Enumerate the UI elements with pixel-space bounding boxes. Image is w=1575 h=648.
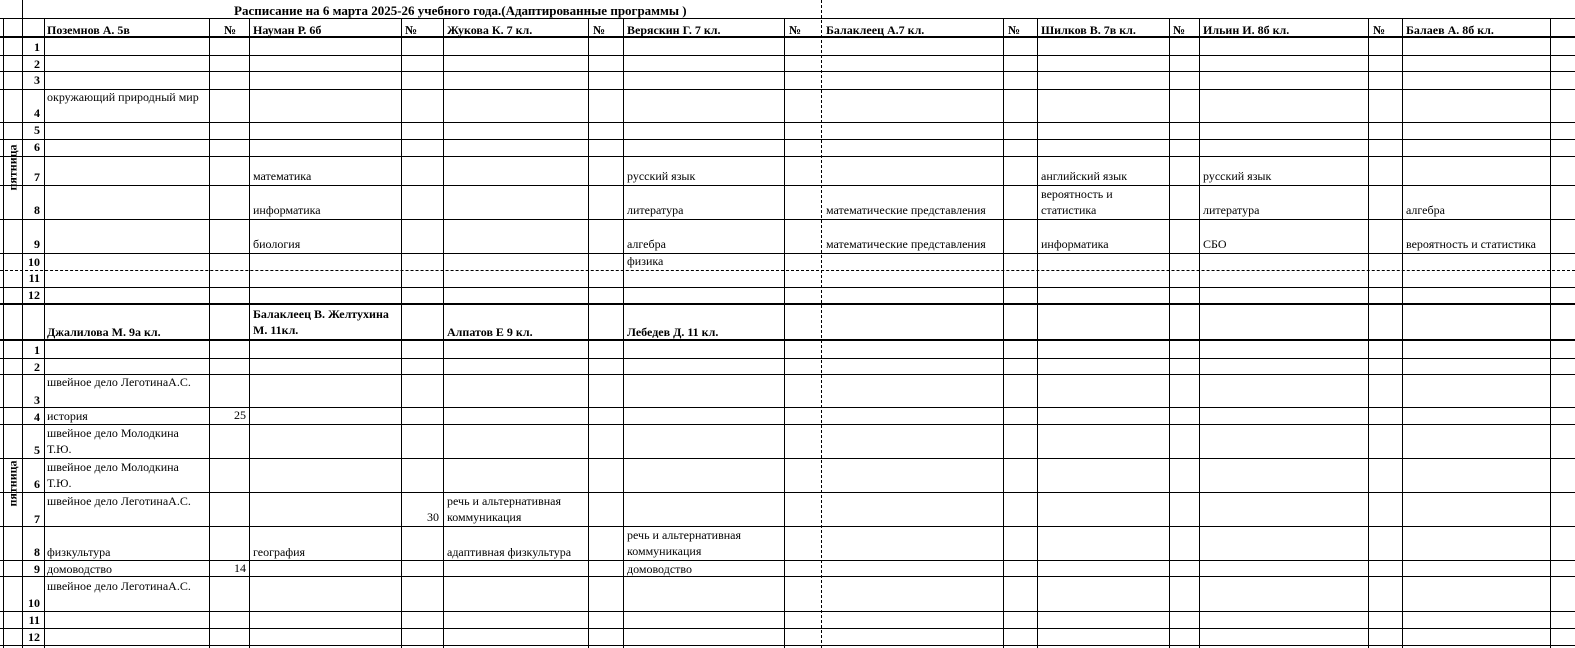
lesson-cell[interactable]: русский язык	[1203, 169, 1272, 183]
grid-hline	[0, 156, 1575, 157]
grid-vline	[1003, 18, 1004, 648]
header-student-7[interactable]: Ильин И. 8б кл.	[1203, 23, 1290, 37]
row-number: 12	[28, 630, 40, 644]
row-number: 9	[34, 562, 40, 576]
lesson-cell[interactable]: домоводство	[627, 562, 692, 576]
grid-hline	[0, 424, 1575, 425]
lesson-cell[interactable]: алгебра	[627, 237, 666, 251]
row-number: 9	[34, 237, 40, 251]
grid-vline	[1169, 18, 1170, 648]
grid-vline	[1037, 18, 1038, 648]
lesson-cell[interactable]: швейное дело ЛеготинаА.С.	[47, 494, 191, 508]
lesson-cell[interactable]: речь и альтернативная коммуникация	[447, 494, 561, 524]
row-number: 2	[34, 360, 40, 374]
lesson-cell[interactable]: вероятность и статистика	[1406, 237, 1537, 251]
lesson-cell[interactable]: алгебра	[1406, 203, 1445, 217]
page-break-vline	[821, 0, 822, 648]
grid-vline	[1199, 18, 1200, 648]
grid-hline	[0, 185, 1575, 186]
header-student-11[interactable]: Алпатов Е 9 кл.	[447, 325, 533, 339]
grid-vline	[44, 18, 45, 648]
lesson-cell[interactable]: информатика	[1041, 237, 1109, 251]
page-break-hline	[0, 270, 1575, 271]
row-number: 4	[34, 106, 40, 120]
grid-hline	[0, 358, 1575, 359]
header-num-3: №	[593, 23, 606, 37]
row-number: 3	[34, 73, 40, 87]
grid-hline	[0, 458, 1575, 459]
header-num-6: №	[1173, 23, 1186, 37]
lesson-cell[interactable]: математика	[253, 169, 312, 183]
grid-vline	[1368, 18, 1369, 648]
lesson-cell[interactable]: физкультура	[47, 545, 111, 559]
lesson-cell[interactable]: информатика	[253, 203, 321, 217]
header-student-12[interactable]: Лебедев Д. 11 кл.	[627, 325, 719, 339]
row-number: 2	[34, 57, 40, 71]
grid-hline	[0, 611, 1575, 612]
grid-vline	[209, 18, 210, 648]
row-number: 8	[34, 545, 40, 559]
lesson-cell[interactable]: биология	[253, 237, 301, 251]
header-num-4: №	[789, 23, 802, 37]
grid-hline	[0, 526, 1575, 527]
grid-vline	[1402, 18, 1403, 648]
grid-hline	[0, 253, 1575, 254]
grid-hline	[0, 645, 1575, 646]
grid-hline	[0, 576, 1575, 577]
lesson-cell[interactable]: математические представления	[826, 237, 986, 251]
lesson-cell[interactable]: физика	[627, 254, 664, 268]
grid-hline-thick	[0, 339, 1575, 341]
grid-vline	[249, 18, 250, 648]
lesson-cell[interactable]: литература	[627, 203, 684, 217]
header-student-8[interactable]: Балаев А. 8б кл.	[1406, 23, 1494, 37]
lesson-cell[interactable]: история	[47, 409, 88, 423]
grid-vline	[623, 18, 624, 648]
row-number: 3	[34, 393, 40, 407]
grid-vline	[588, 18, 589, 648]
row-number: 6	[34, 140, 40, 154]
header-student-10[interactable]: Балаклеец В. Желтухина М. 11кл.	[253, 307, 389, 337]
grid-hline	[0, 492, 1575, 493]
lesson-cell[interactable]: русский язык	[627, 169, 696, 183]
header-student-9[interactable]: Джалилова М. 9а кл.	[47, 325, 161, 339]
lesson-cell[interactable]: домоводство	[47, 562, 112, 576]
lesson-cell[interactable]: швейное дело ЛеготинаА.С.	[47, 579, 191, 593]
row-number: 10	[28, 596, 40, 610]
header-student-5[interactable]: Балаклеец А.7 кл.	[826, 23, 925, 37]
row-number: 6	[34, 477, 40, 491]
row-number: 5	[34, 443, 40, 457]
header-student-4[interactable]: Веряскин Г. 7 кл.	[627, 23, 721, 37]
lesson-cell[interactable]: математические представления	[826, 203, 986, 217]
row-number: 11	[28, 613, 40, 627]
row-number: 1	[34, 343, 40, 357]
row-number: 5	[34, 123, 40, 137]
header-num-7: №	[1373, 23, 1386, 37]
grid-hline	[0, 628, 1575, 629]
row-number: 1	[34, 40, 40, 54]
header-student-6[interactable]: Шилков В. 7в кл.	[1041, 23, 1136, 37]
sheet-title: Расписание на 6 марта 2025-26 учебного года.(Адаптированные программы )	[234, 3, 687, 18]
grid-hline-thick	[0, 36, 1575, 38]
lesson-cell[interactable]: окружающий природный мир	[47, 90, 199, 104]
grid-hline	[0, 55, 1575, 56]
grid-hline-thick	[0, 303, 1575, 305]
header-num-2: №	[405, 23, 418, 37]
lesson-cell[interactable]: швейное дело ЛеготинаА.С.	[47, 375, 191, 389]
grid-vline	[22, 0, 23, 18]
grid-vline	[443, 18, 444, 648]
grid-vline	[1550, 18, 1551, 648]
row-number: 7	[34, 170, 40, 184]
header-student-2[interactable]: Науман Р. 6б	[253, 23, 322, 37]
room-number: 25	[234, 408, 246, 422]
row-number: 8	[34, 203, 40, 217]
grid-hline	[0, 139, 1575, 140]
lesson-cell[interactable]: СБО	[1203, 237, 1227, 251]
row-number: 10	[28, 255, 40, 269]
day-label-1: пятница	[5, 144, 20, 191]
lesson-cell[interactable]: адаптивная физкультура	[447, 545, 572, 559]
lesson-cell[interactable]: швейное дело Молодкина Т.Ю.	[47, 426, 179, 456]
lesson-cell[interactable]: вероятность и статистика	[1041, 187, 1113, 217]
grid-hline	[0, 374, 1575, 375]
lesson-cell[interactable]: швейное дело Молодкина Т.Ю.	[47, 460, 179, 490]
row-number: 7	[34, 512, 40, 526]
grid-hline	[0, 71, 1575, 72]
lesson-cell[interactable]: география	[253, 545, 306, 559]
grid-vline	[22, 18, 23, 648]
row-number: 12	[28, 288, 40, 302]
header-num-5: №	[1008, 23, 1021, 37]
room-number: 30	[427, 510, 439, 524]
row-number: 4	[34, 410, 40, 424]
grid-vline	[784, 18, 785, 648]
grid-hline	[0, 89, 1575, 90]
room-number: 14	[234, 561, 246, 575]
grid-hline	[0, 219, 1575, 220]
header-num-1: №	[224, 23, 237, 37]
grid-vline	[3, 18, 4, 648]
lesson-cell[interactable]: речь и альтернативная коммуникация	[627, 528, 741, 558]
grid-hline	[0, 287, 1575, 288]
header-student-1[interactable]: Поземнов А. 5в	[47, 23, 130, 37]
header-student-3[interactable]: Жукова К. 7 кл.	[447, 23, 533, 37]
row-number: 11	[28, 271, 40, 285]
lesson-cell[interactable]: литература	[1203, 203, 1260, 217]
grid-hline	[0, 122, 1575, 123]
lesson-cell[interactable]: английский язык	[1041, 169, 1128, 183]
day-label-2: пятница	[5, 460, 20, 507]
